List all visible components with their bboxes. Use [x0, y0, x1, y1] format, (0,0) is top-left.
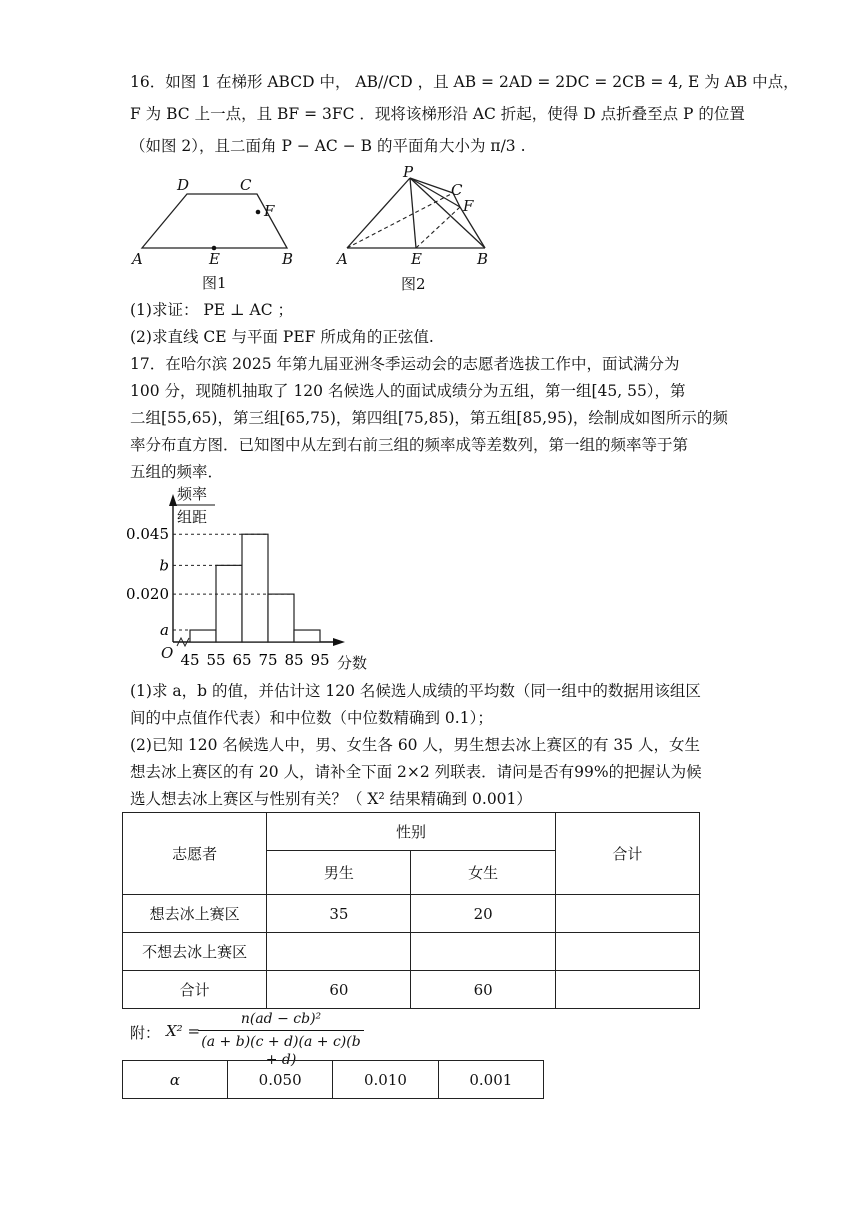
histogram-bar [190, 630, 216, 642]
figure-2-caption: 图2 [401, 275, 426, 293]
x-tick-label: 45 [180, 651, 200, 669]
y-label-top: 频率 [177, 485, 208, 503]
label-C: C [451, 181, 463, 199]
q17-sub2a: (2)已知 120 名候选人中，男、女生各 60 人，男生想去冰上赛区的有 35 人，女生 [130, 736, 701, 754]
q17-sub2c: 选人想去冰上赛区与性别有关？（ X² 结果精确到 0.001） [130, 790, 532, 808]
q17-sub1a: (1)求 a，b 的值，并估计这 120 名候选人成绩的平均数（同一组中的数据用该组区 [130, 682, 701, 700]
label-C: C [240, 176, 252, 194]
table-row [123, 971, 700, 1009]
table-row [123, 933, 700, 971]
formula-lhs: X² = [166, 1022, 201, 1040]
q17-line1: 17．在哈尔滨 2025 年第九届亚洲冬季运动会的志愿者选拔工作中，面试满分为 [130, 355, 680, 373]
y-tick-label: 0.020 [126, 585, 169, 604]
figure-1-trapezoid [130, 172, 300, 296]
cell-female [411, 933, 555, 971]
x-tick-label: 75 [258, 651, 278, 669]
label-B: B [282, 250, 294, 268]
y-tick-label: 0.045 [126, 525, 169, 544]
formula-denominator: (a + b)(c + d)(a + c)(b + d) [201, 1034, 361, 1068]
male-header: 男生 [267, 851, 411, 895]
label-A: A [132, 250, 143, 268]
corner-cell: 志愿者 [123, 813, 267, 895]
alpha-header: α [123, 1061, 228, 1099]
y-tick-label: b [159, 556, 169, 575]
y-label-bottom: 组距 [177, 508, 208, 526]
cell-male: 35 [267, 895, 411, 933]
label-A: A [337, 250, 348, 268]
cell-total [555, 971, 699, 1009]
origin-label: O [161, 644, 174, 662]
female-header: 女生 [411, 851, 555, 895]
label-F: F [264, 202, 275, 220]
label-E: E [209, 250, 220, 268]
cell-total [555, 895, 699, 933]
q17-line2: 100 分，现随机抽取了 120 名候选人的面试成绩分为五组，第一组[45, 55），第 [130, 382, 686, 400]
figure-1-caption: 图1 [202, 274, 227, 292]
gender-header: 性别 [267, 813, 556, 851]
q17-line4: 率分布直方图．已知图中从左到右前三组的频率成等差数列，第一组的频率等于第 [130, 436, 689, 454]
figure-2-folded [335, 165, 495, 295]
label-F: F [463, 197, 474, 215]
row-label: 不想去冰上赛区 [123, 933, 267, 971]
q17-line3: 二组[55,65)，第三组[65,75)，第四组[75,85)，第五组[85,95)，绘制成如图所示的频 [130, 409, 728, 427]
alpha-value: 0.001 [438, 1061, 543, 1099]
table-row [123, 895, 700, 933]
alpha-value: 0.010 [333, 1061, 438, 1099]
q16-line3: （如图 2），且二面角 P − AC − B 的平面角大小为 π/3 . [130, 137, 526, 155]
total-header: 合计 [555, 813, 699, 895]
q16-line2: F 为 BC 上一点，且 BF = 3FC ．现将该梯形沿 AC 折起，使得 D 点折叠至点 P 的位置 [130, 105, 745, 123]
cell-female: 20 [411, 895, 555, 933]
axis-break [177, 638, 189, 646]
histogram-bar [216, 565, 242, 642]
row-label: 想去冰上赛区 [123, 895, 267, 933]
x-tick-label: 55 [206, 651, 226, 669]
y-tick-label: a [160, 621, 169, 640]
label-D: D [177, 176, 190, 194]
histogram-bar [294, 630, 320, 642]
row-label: 合计 [123, 971, 267, 1009]
contingency-table [122, 812, 700, 1009]
q16-sub1: (1)求证： PE ⊥ AC ； [130, 301, 294, 319]
histogram-bar [268, 594, 294, 642]
x-tick-label: 85 [284, 651, 304, 669]
q16-line1: 16．如图 1 在梯形 ABCD 中， AB//CD ，且 AB = 2AD = 2DC = 2CB = 4, E 为 AB 中点， [130, 73, 799, 91]
formula-numerator: n(ad − cb)² [240, 1011, 322, 1027]
cell-male [267, 933, 411, 971]
cell-female: 60 [411, 971, 555, 1009]
alpha-value: 0.050 [227, 1061, 332, 1099]
x-tick-label: 95 [310, 651, 330, 669]
alpha-table [122, 1060, 544, 1099]
label-B: B [477, 250, 489, 268]
label-P: P [403, 165, 414, 181]
label-E: E [411, 250, 422, 268]
cell-male: 60 [267, 971, 411, 1009]
q17-sub2b: 想去冰上赛区的有 20 人，请补全下面 2×2 列联表．请问是否有99%的把握认为候 [130, 763, 702, 781]
frequency-histogram [125, 480, 375, 675]
x-axis-label: 分数 [337, 654, 368, 672]
x-tick-label: 65 [232, 651, 252, 669]
q17-line5: 五组的频率． [130, 463, 224, 481]
q16-sub2: (2)求直线 CE 与平面 PEF 所成角的正弦值. [130, 328, 434, 346]
cell-total [555, 933, 699, 971]
appendix-label: 附： [130, 1024, 161, 1042]
q17-sub1b: 间的中点值作代表）和中位数（中位数精确到 0.1）； [130, 709, 493, 727]
histogram-bar [242, 534, 268, 642]
